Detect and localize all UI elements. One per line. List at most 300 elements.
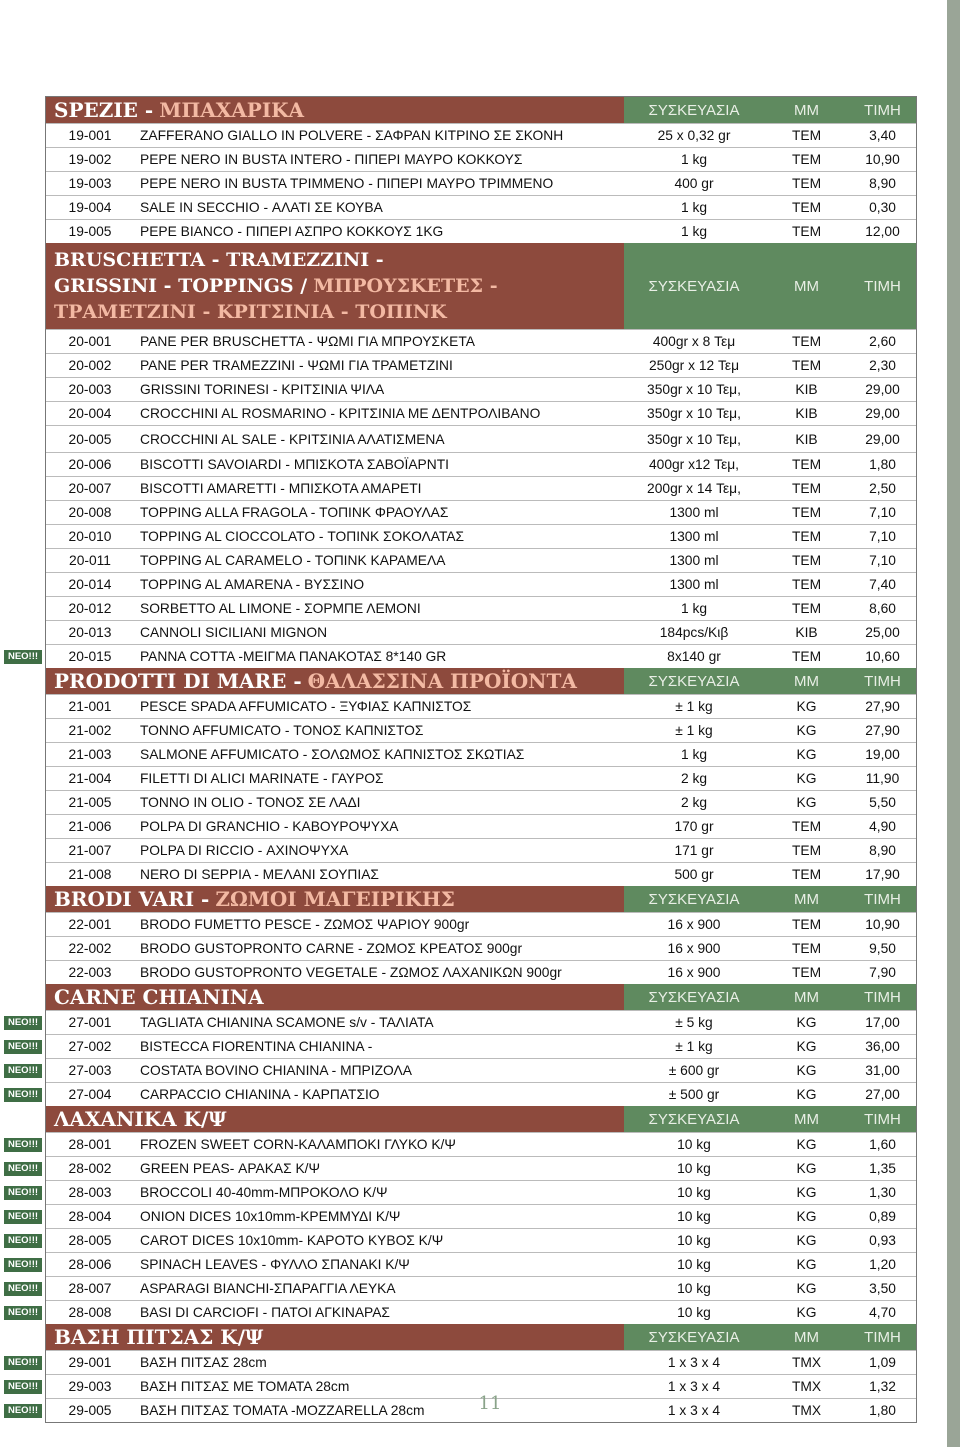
product-description: POLPA DI GRANCHIO - ΚΑΒΟΥΡΟΨΥΧΑ: [140, 819, 399, 834]
product-pack: 1300 ml: [669, 577, 719, 592]
section-header: [46, 1324, 916, 1350]
product-price: 27,90: [865, 699, 900, 714]
product-unit: KG: [796, 771, 817, 786]
table-row: [7, 1156, 916, 1180]
product-unit: ΤΕΜ: [791, 200, 822, 215]
product-pack: ± 1 kg: [675, 699, 713, 714]
product-description: PANE PER BRUSCHETTA - ΨΩΜΙ ΓΙΑ ΜΠΡΟΥΣΚΕΤΑ: [140, 334, 475, 349]
product-description: PESCE SPADA AFFUMICATO - ΞΥΦΙΑΣ ΚΑΠΝΙΣΤΟΣ: [140, 699, 472, 714]
section-header: [46, 984, 916, 1010]
product-description: BISCOTTI SAVOIARDI - ΜΠΙΣΚΟΤΑ ΣΑΒΟΪΑΡΝΤΙ: [140, 457, 449, 472]
product-price: 1,60: [869, 1137, 896, 1152]
product-price: 1,30: [869, 1185, 896, 1200]
new-badge: ΝΕΟ!!!: [4, 1064, 42, 1078]
column-header-pack: ΣΥΣΚΕΥΑΣΙΑ: [648, 988, 740, 1006]
product-description: TAGLIATA CHIANINA SCAMONE s/v - ΤΑΛΙΑΤΑ: [140, 1015, 434, 1030]
product-price: 7,90: [869, 965, 896, 980]
product-code: 28-001: [68, 1137, 112, 1152]
product-code: 19-003: [68, 176, 112, 191]
product-price: 17,90: [865, 867, 900, 882]
page-number: 11: [478, 1393, 502, 1414]
product-code: 19-004: [68, 200, 112, 215]
table-row: [46, 694, 916, 718]
product-pack: 10 kg: [677, 1137, 711, 1152]
column-header-unit: MM: [794, 1110, 819, 1128]
product-description: SPINACH LEAVES - ΦΥΛΛΟ ΣΠΑΝΑΚΙ Κ/Ψ: [140, 1257, 410, 1272]
product-code: 20-008: [68, 505, 112, 520]
table-row: [46, 912, 916, 936]
product-description: ONION DICES 10x10mm-ΚΡΕΜΜΥΔΙ Κ/Ψ: [140, 1209, 401, 1224]
column-headers: [624, 668, 916, 694]
product-pack: 16 x 900: [667, 965, 721, 980]
product-description: ΒΑΣΗ ΠΙΤΣΑΣ 28cm: [140, 1355, 267, 1370]
section-title-greek: ΜΠΑΧΑΡΙΚΑ: [159, 98, 305, 122]
product-price: 3,40: [869, 128, 896, 143]
product-code: 20-011: [69, 553, 111, 568]
product-unit: ΤΕΜ: [791, 152, 822, 167]
product-price: 3,50: [869, 1281, 896, 1296]
product-code: 20-010: [68, 529, 112, 544]
product-description: BISCOTTI AMARETTI - ΜΠΙΣΚΟΤΑ ΑΜΑΡΕΤΙ: [140, 481, 422, 496]
product-code: 21-005: [68, 795, 112, 810]
product-price: 4,70: [869, 1305, 896, 1320]
product-unit: ΤΕΜ: [791, 128, 822, 143]
section-header: [46, 1106, 916, 1132]
product-unit: ΚΙΒ: [795, 431, 818, 447]
product-unit: ΤΕΜ: [791, 649, 822, 664]
product-pack: 200gr x 14 Τεμ,: [647, 481, 741, 496]
table-row: [46, 620, 916, 644]
product-price: 7,10: [869, 529, 896, 544]
column-header-price: ΤΙΜΗ: [864, 101, 901, 119]
product-pack: 1 kg: [680, 747, 708, 762]
product-unit: ΤΕΜ: [791, 358, 822, 373]
product-description: ZAFFERANO GIALLO IN POLVERE - ΣΑΦΡΑΝ ΚΙΤΡΙΝΟ ΣΕ ΣΚΟΝΗ: [140, 128, 564, 143]
table-row: [7, 1082, 916, 1106]
product-code: 22-002: [68, 941, 112, 956]
section-title-latin: CARNE CHIANINA: [54, 985, 264, 1009]
product-pack: 184pcs/Κιβ: [659, 625, 729, 640]
product-code: 20-005: [68, 431, 112, 447]
table-row: [7, 1058, 916, 1082]
product-code: 21-003: [68, 747, 112, 762]
product-code: 20-012: [68, 601, 112, 616]
section-header: [46, 886, 916, 912]
table-row: [46, 147, 916, 171]
new-badge: ΝΕΟ!!!: [4, 1380, 42, 1394]
product-pack: 10 kg: [677, 1185, 711, 1200]
column-header-pack: ΣΥΣΚΕΥΑΣΙΑ: [648, 101, 740, 119]
product-pack: 1 x 3 x 4: [667, 1379, 721, 1394]
product-price: 12,00: [865, 224, 900, 239]
product-code: 22-001: [68, 917, 112, 932]
column-header-unit: MM: [794, 988, 819, 1006]
product-price: 5,50: [869, 795, 896, 810]
section-title-line: BRUSCHETTA - TRAMEZZINI -: [54, 249, 384, 271]
product-pack: 1 kg: [680, 200, 708, 215]
product-price: 27,90: [865, 723, 900, 738]
product-unit: ΤΜΧ: [791, 1379, 822, 1394]
product-description: TOPPING AL CIOCCOLATO - ΤΟΠΙΝΚ ΣΟΚΟΛΑΤΑΣ: [140, 529, 465, 544]
table-row: [46, 219, 916, 243]
product-pack: 400gr x12 Τεμ,: [648, 457, 740, 472]
product-unit: ΤΕΜ: [791, 577, 822, 592]
product-price: 10,90: [865, 917, 900, 932]
price-list-table: [7, 96, 917, 1423]
section-title-lines: [54, 247, 498, 325]
product-unit: KG: [796, 1281, 817, 1296]
product-code: 20-013: [68, 625, 112, 640]
product-description: FROZEN SWEET CORN-ΚΑΛΑΜΠΟΚΙ ΓΛΥΚΟ Κ/Ψ: [140, 1137, 456, 1152]
product-description: PEPE NERO IN BUSTA INTERO - ΠΙΠΕΡΙ ΜΑΥΡΟ ΚΟΚΚΟΥΣ: [140, 152, 523, 167]
product-unit: KG: [796, 1257, 817, 1272]
product-unit: ΚΙΒ: [795, 382, 818, 397]
product-code: 27-004: [68, 1087, 112, 1102]
product-pack: ± 5 kg: [675, 1015, 713, 1030]
table-row: [46, 476, 916, 500]
section-title-latin: ΒΑΣΗ ΠΙΤΣΑΣ Κ/Ψ: [54, 1325, 264, 1349]
product-pack: 16 x 900: [667, 941, 721, 956]
product-unit: ΤΜΧ: [791, 1403, 822, 1418]
column-header-unit: MM: [794, 1328, 819, 1346]
product-code: 22-003: [68, 965, 112, 980]
product-price: 29,00: [865, 406, 900, 421]
product-description: CAROT DICES 10x10mm- ΚΑΡΟΤΟ ΚΥΒΟΣ Κ/Ψ: [140, 1233, 444, 1248]
column-header-pack: ΣΥΣΚΕΥΑΣΙΑ: [648, 1110, 740, 1128]
section-header: [46, 243, 916, 329]
table-row: [46, 596, 916, 620]
product-pack: 10 kg: [677, 1257, 711, 1272]
product-code: 28-006: [68, 1257, 112, 1272]
product-description: FILETTI DI ALICI MARINATE - ΓΑΥΡΟΣ: [140, 771, 384, 786]
table-row: [7, 644, 916, 668]
product-unit: KG: [796, 1233, 817, 1248]
product-unit: ΤΕΜ: [791, 965, 822, 980]
product-unit: KG: [796, 747, 817, 762]
section-title-latin: GRISSINI - TOPPINGS /: [54, 275, 308, 297]
table-row: [7, 1276, 916, 1300]
product-description: BISTECCA FIORENTINA CHIANINA -: [140, 1039, 373, 1054]
column-headers: [624, 97, 916, 123]
table-row: [46, 548, 916, 572]
table-row: [46, 425, 916, 452]
column-header-price: ΤΙΜΗ: [864, 988, 901, 1006]
column-header-unit: MM: [794, 890, 819, 908]
product-unit: KG: [796, 1305, 817, 1320]
product-pack: ± 500 gr: [668, 1087, 720, 1102]
section-title: [46, 668, 624, 694]
table-row: [46, 195, 916, 219]
column-headers: [624, 1324, 916, 1350]
section-title-greek: ΘΑΛΑΣΣΙΝΑ ΠΡΟΪΟΝΤΑ: [307, 669, 577, 693]
table-row: [7, 1010, 916, 1034]
table-row: [46, 862, 916, 886]
product-unit: ΤΜΧ: [791, 1355, 822, 1370]
product-code: 28-008: [68, 1305, 112, 1320]
column-header-pack: ΣΥΣΚΕΥΑΣΙΑ: [648, 890, 740, 908]
product-pack: 171 gr: [674, 843, 714, 858]
product-pack: 500 gr: [674, 867, 714, 882]
table-row: [46, 401, 916, 425]
product-description: BRODO FUMETTO PESCE - ΖΩΜΟΣ ΨΑΡΙΟΥ 900gr: [140, 917, 470, 932]
product-description: ΒΑΣΗ ΠΙΤΣΑΣ ΜΕ ΤΟΜΑΤΑ 28cm: [140, 1379, 350, 1394]
product-price: 1,35: [869, 1161, 896, 1176]
product-price: 7,10: [869, 505, 896, 520]
product-code: 21-004: [68, 771, 112, 786]
product-description: GREEN PEAS- ΑΡΑΚΑΣ Κ/Ψ: [140, 1161, 321, 1176]
section-title-line: [54, 299, 498, 325]
product-pack: 1 kg: [680, 152, 708, 167]
product-description: TONNO AFFUMICATO - ΤΟΝΟΣ ΚΑΠΝΙΣΤΟΣ: [140, 723, 424, 738]
product-pack: 400 gr: [674, 176, 714, 191]
product-unit: ΤΕΜ: [791, 457, 822, 472]
product-unit: KG: [796, 1039, 817, 1054]
product-price: 11,90: [865, 771, 900, 786]
product-unit: ΤΕΜ: [791, 941, 822, 956]
new-badge: ΝΕΟ!!!: [4, 1040, 42, 1054]
product-unit: KG: [796, 1137, 817, 1152]
product-description: ASPARAGI BIANCHI-ΣΠΑΡΑΓΓΙΑ ΛΕΥΚΑ: [140, 1281, 396, 1296]
product-price: 1,20: [869, 1257, 896, 1272]
product-unit: KG: [796, 795, 817, 810]
product-unit: ΤΕΜ: [791, 819, 822, 834]
product-pack: 10 kg: [677, 1281, 711, 1296]
product-description: BASI DI CARCIOFI - ΠΑΤΟΙ ΑΓΚΙΝΑΡΑΣ: [140, 1305, 390, 1320]
product-description: NERO DI SEPPIA - ΜΕΛΑΝΙ ΣΟΥΠΙΑΣ: [140, 867, 379, 882]
product-price: 36,00: [865, 1039, 900, 1054]
product-pack: 2 kg: [680, 795, 708, 810]
section-title-greek: ΜΠΡΟΥΣΚΕΤΕΣ -: [313, 275, 498, 297]
table-row: [7, 1300, 916, 1324]
product-price: 7,40: [869, 577, 896, 592]
column-header-price: ΤΙΜΗ: [864, 1328, 901, 1346]
new-badge: ΝΕΟ!!!: [4, 1282, 42, 1296]
product-unit: ΤΕΜ: [791, 529, 822, 544]
column-header-unit: MM: [794, 101, 819, 119]
column-header-unit: MM: [794, 672, 819, 690]
table-row: [46, 500, 916, 524]
product-price: 1,80: [869, 1403, 896, 1418]
table-row: [7, 1228, 916, 1252]
product-code: 27-001: [68, 1015, 112, 1030]
product-pack: 1300 ml: [669, 505, 719, 520]
product-pack: 1 kg: [680, 601, 708, 616]
product-description: BRODO GUSTOPRONTO VEGETALE - ΖΩΜΟΣ ΛΑΧΑΝΙΚΩΝ 900gr: [140, 965, 562, 980]
product-description: GRISSINI TORINESI - ΚΡΙΤΣΙΝΙΑ ΨΙΛΑ: [140, 382, 385, 397]
product-unit: KG: [796, 699, 817, 714]
product-price: 8,60: [869, 601, 896, 616]
table-row: [46, 838, 916, 862]
column-header-pack: ΣΥΣΚΕΥΑΣΙΑ: [648, 277, 740, 295]
table-row: [46, 123, 916, 147]
table-row: [46, 790, 916, 814]
product-pack: 350gr x 10 Τεμ,: [647, 382, 741, 397]
product-code: 20-003: [68, 382, 112, 397]
column-header-price: ΤΙΜΗ: [864, 277, 901, 295]
product-code: 20-015: [68, 649, 112, 664]
table-row: [7, 1204, 916, 1228]
product-price: 10,60: [865, 649, 900, 664]
table-row: [7, 1132, 916, 1156]
product-pack: 400gr x 8 Τεμ: [652, 334, 736, 349]
product-unit: KG: [796, 1015, 817, 1030]
product-code: 27-002: [68, 1039, 112, 1054]
table-row: [46, 742, 916, 766]
table-row: [46, 377, 916, 401]
product-unit: ΤΕΜ: [791, 481, 822, 496]
product-unit: ΚΙΒ: [795, 625, 818, 640]
table-row: [46, 936, 916, 960]
section-title: [46, 1324, 624, 1350]
product-code: 20-004: [68, 406, 112, 421]
column-header-price: ΤΙΜΗ: [864, 1110, 901, 1128]
section-title: [46, 243, 624, 329]
table-row: [46, 814, 916, 838]
product-code: 20-001: [68, 334, 112, 349]
product-unit: ΤΕΜ: [791, 917, 822, 932]
section-header: [46, 97, 916, 123]
product-price: 17,00: [865, 1015, 900, 1030]
new-badge: ΝΕΟ!!!: [4, 1162, 42, 1176]
table-row: [46, 524, 916, 548]
product-description: PEPE NERO IN BUSTA ΤΡΙΜΜΕΝΟ - ΠΙΠΕΡΙ ΜΑΥΡΟ ΤΡΙΜΜΕΝΟ: [140, 176, 554, 191]
product-description: SALMONE AFFUMICATO - ΣΟΛΩΜΟΣ ΚΑΠΝΙΣΤΟΣ ΣΚΩΤΙΑΣ: [140, 747, 525, 762]
product-code: 20-002: [68, 358, 112, 373]
table-row: [46, 329, 916, 353]
product-code: 19-002: [68, 152, 112, 167]
product-pack: 350gr x 10 Τεμ,: [647, 406, 741, 421]
product-price: 0,89: [869, 1209, 896, 1224]
product-code: 28-003: [68, 1185, 112, 1200]
section-title: [46, 97, 624, 123]
product-unit: ΤΕΜ: [791, 867, 822, 882]
product-description: PEPE BIANCO - ΠΙΠΕΡΙ ΑΣΠΡΟ ΚΟΚΚΟΥΣ 1KG: [140, 224, 444, 239]
product-pack: 16 x 900: [667, 917, 721, 932]
product-description: BROCCOLI 40-40mm-ΜΠΡΟΚΟΛΟ Κ/Ψ: [140, 1185, 388, 1200]
product-pack: 2 kg: [680, 771, 708, 786]
column-header-unit: MM: [794, 277, 819, 295]
column-header-price: ΤΙΜΗ: [864, 890, 901, 908]
new-badge: ΝΕΟ!!!: [4, 1016, 42, 1030]
product-price: 9,50: [869, 941, 896, 956]
product-unit: ΤΕΜ: [791, 601, 822, 616]
product-price: 4,90: [869, 819, 896, 834]
section-title-greek: ΖΩΜΟΙ ΜΑΓΕΙΡΙΚΗΣ: [215, 887, 455, 911]
product-pack: 1300 ml: [669, 553, 719, 568]
product-description: SALE IN SECCHIO - ΑΛΑΤΙ ΣΕ ΚΟΥΒΑ: [140, 200, 383, 215]
product-unit: ΤΕΜ: [791, 334, 822, 349]
column-headers: [624, 243, 916, 329]
product-unit: ΤΕΜ: [791, 224, 822, 239]
product-pack: 10 kg: [677, 1233, 711, 1248]
product-code: 21-007: [68, 843, 112, 858]
product-price: 25,00: [865, 625, 900, 640]
new-badge: ΝΕΟ!!!: [4, 1186, 42, 1200]
product-unit: KG: [796, 1185, 817, 1200]
new-badge: ΝΕΟ!!!: [4, 1356, 42, 1370]
product-code: 28-004: [68, 1209, 112, 1224]
product-price: 8,90: [869, 176, 896, 191]
product-price: 19,00: [865, 747, 900, 762]
new-badge: ΝΕΟ!!!: [4, 1234, 42, 1248]
product-description: CROCCHINI AL ROSMARINO - ΚΡΙΤΣΙΝΙΑ ΜΕ ΔΕΝΤΡΟΛΙΒΑΝΟ: [140, 406, 541, 421]
product-code: 21-008: [68, 867, 112, 882]
product-description: PANE PER TRAMEZZINI - ΨΩΜΙ ΓΙΑ ΤΡΑΜΕΤΖΙΝΙ: [140, 358, 453, 373]
product-code: 19-001: [68, 128, 112, 143]
product-description: BRODO GUSTOPRONTO CARNE - ΖΩΜΟΣ ΚΡΕΑΤΟΣ 900gr: [140, 941, 523, 956]
product-description: TONNO IN OLIO - ΤΟΝΟΣ ΣΕ ΛΑΔΙ: [140, 795, 361, 810]
table-row: [7, 1350, 916, 1374]
product-price: 8,90: [869, 843, 896, 858]
product-unit: KG: [796, 1087, 817, 1102]
product-unit: ΤΕΜ: [791, 176, 822, 191]
column-header-pack: ΣΥΣΚΕΥΑΣΙΑ: [648, 672, 740, 690]
table-row: [46, 452, 916, 476]
column-headers: [624, 886, 916, 912]
table-row: [46, 960, 916, 984]
section-title-line: [54, 273, 498, 299]
product-description: CROCCHINI AL SALE - ΚΡΙΤΣΙΝΙΑ ΑΛΑΤΙΣΜΕΝΑ: [140, 431, 445, 447]
table-row: [46, 766, 916, 790]
product-code: 19-005: [68, 224, 112, 239]
column-headers: [624, 984, 916, 1010]
product-pack: 10 kg: [677, 1209, 711, 1224]
table-row: [46, 718, 916, 742]
product-code: 29-005: [68, 1403, 112, 1418]
product-code: 28-002: [68, 1161, 112, 1176]
product-code: 20-006: [68, 457, 112, 472]
table-row: [46, 171, 916, 195]
product-description: PANNA COTTA -ΜΕΙΓΜΑ ΠΑΝΑΚΟΤΑΣ 8*140 GR: [140, 649, 447, 664]
product-pack: 250gr x 12 Τεμ: [648, 358, 740, 373]
product-price: 31,00: [865, 1063, 900, 1078]
product-unit: KG: [796, 1161, 817, 1176]
product-description: ΒΑΣΗ ΠΙΤΣΑΣ ΤΟΜΑΤΑ -MOZZARELLA 28cm: [140, 1403, 425, 1418]
table-row: [46, 353, 916, 377]
product-pack: 10 kg: [677, 1161, 711, 1176]
product-description: SORBETTO AL LIMONE - ΣΟΡΜΠΕ ΛΕΜΟΝΙ: [140, 601, 421, 616]
page-edge-strip: [947, 0, 960, 1447]
product-description: COSTATA BOVINO CHIANINA - ΜΠΡΙΖΟΛΑ: [140, 1063, 412, 1078]
section-title: [46, 1106, 624, 1132]
product-description: POLPA DI RICCIO - ΑΧΙΝΟΨΥΧΑ: [140, 843, 349, 858]
product-code: 28-007: [68, 1281, 112, 1296]
section-title-latin: SPEZIE -: [54, 98, 154, 122]
column-header-price: ΤΙΜΗ: [864, 672, 901, 690]
product-code: 20-014: [68, 577, 112, 592]
product-pack: 1 x 3 x 4: [667, 1355, 721, 1370]
section-title: [46, 984, 624, 1010]
product-pack: 8x140 gr: [667, 649, 721, 664]
product-pack: 350gr x 10 Τεμ,: [647, 431, 741, 447]
product-price: 7,10: [869, 553, 896, 568]
product-price: 0,93: [869, 1233, 896, 1248]
product-description: TOPPING AL AMARENA - ΒΥΣΣΙΝΟ: [140, 577, 365, 592]
product-description: TOPPING ALLA FRAGOLA - ΤΟΠΙΝΚ ΦΡΑΟΥΛΑΣ: [140, 505, 449, 520]
table-row: [7, 1180, 916, 1204]
section-title-latin: ΛΑΧΑΝΙΚΑ Κ/Ψ: [54, 1107, 227, 1131]
new-badge: ΝΕΟ!!!: [4, 1210, 42, 1224]
product-price: 1,80: [869, 457, 896, 472]
product-pack: 1 x 3 x 4: [667, 1403, 721, 1418]
section-header: [46, 668, 916, 694]
product-unit: ΚΙΒ: [795, 406, 818, 421]
product-pack: ± 1 kg: [675, 723, 713, 738]
new-badge: ΝΕΟ!!!: [4, 1258, 42, 1272]
section-title: [46, 886, 624, 912]
table-row: [46, 572, 916, 596]
product-price: 1,09: [869, 1355, 896, 1370]
